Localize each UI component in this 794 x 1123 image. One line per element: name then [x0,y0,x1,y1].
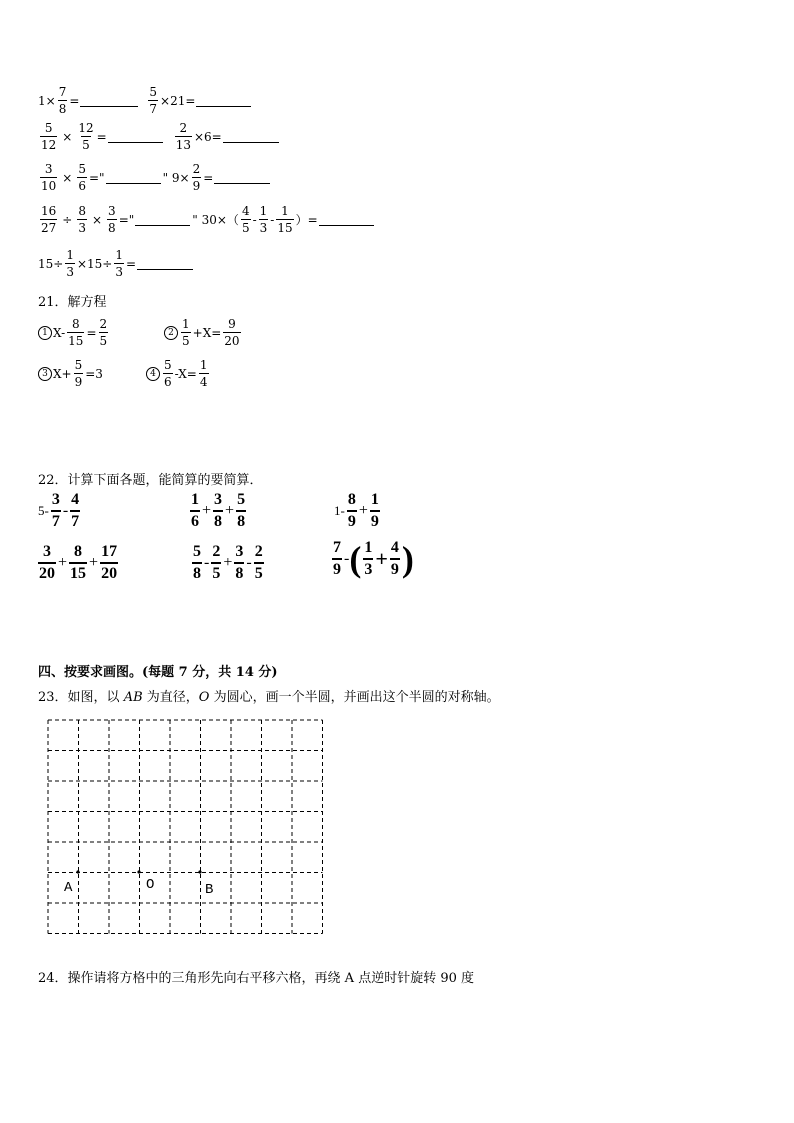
operator: + [58,554,68,571]
expr-text: ×15÷ [76,256,113,271]
fraction: $\frac{1}{9}$ [370,491,379,530]
calc-row-3 [38,163,270,192]
fraction: $\frac{1}{4}$ [199,358,208,389]
fraction: $\frac{5}{7}$ [149,85,158,116]
q23-text-part: 为直径， [142,690,199,705]
fraction: $\frac{7}{9}$ [333,539,341,578]
right-parenthesis: ) [401,539,414,579]
problem-2 [188,492,248,530]
fraction: $\frac{2}{13}$ [175,121,191,152]
question-23-text [38,686,500,705]
answer-blank[interactable] [80,94,138,107]
operator: + [223,554,233,571]
equation-3 [38,359,103,388]
problem-1 [38,492,82,530]
fraction: $\frac{1}{3}$ [115,248,123,279]
equals-sign: =" [118,212,135,227]
problem-5 [190,544,266,582]
fraction: $\frac{1}{3}$ [364,539,373,578]
expr-text: ×21= [160,93,196,108]
fraction: $\frac{1}{3}$ [66,248,74,279]
calc-row-1 [38,86,251,115]
fraction: $\frac{5}{8}$ [237,491,246,530]
fraction: $\frac{5}{6}$ [164,358,172,389]
fraction: $\frac{5}{6}$ [78,162,86,193]
fraction: $\frac{1}{3}$ [259,204,268,235]
calc-row-2 [38,122,279,151]
operator: + [375,546,388,571]
expr-text: 15÷ [38,256,64,271]
question-24-text: 24．操作请将方格中的三角形先向右平移六格，再绕 A 点逆时针旋转 90 度 [38,971,475,986]
problem-3 [334,492,382,530]
fraction: $\frac{3}{10}$ [41,162,57,193]
operator: - [344,550,350,567]
circled-number-2: 2 [164,326,178,340]
operator: - [246,554,252,571]
fraction: $\frac{8}{9}$ [347,491,356,530]
equals-sign: =" [88,170,105,185]
section-4-title: 四、按要求画图。(每题 7 分，共 14 分) [38,665,278,680]
equation-4 [146,359,211,388]
point-o [137,870,140,873]
answer-blank[interactable] [106,171,161,184]
expr-text: 1- [334,503,345,518]
grid-label-a: A [64,880,73,896]
answer-blank[interactable] [214,171,270,184]
operator: + [202,502,212,519]
calc-row-5 [38,249,193,278]
question-21-title: 21．解方程 [38,295,107,310]
fraction: $\frac{4}{9}$ [390,539,399,578]
expr-text: ）= [295,213,318,227]
fraction: $\frac{2}{5}$ [99,317,108,348]
answer-blank[interactable] [108,130,163,143]
answer-blank[interactable] [223,130,279,143]
fraction: $\frac{8}{15}$ [70,543,87,582]
equals-sign: = [69,93,80,108]
expr-text: -X= [174,366,197,381]
problem-6 [330,540,414,578]
equals-sign: = [96,129,107,144]
equals-sign: = [203,170,214,185]
fraction: $\frac{2}{5}$ [212,543,221,582]
expr-text: 5- [38,503,49,518]
operator: ÷ [62,212,73,227]
fraction: $\frac{3}{7}$ [51,491,60,530]
fraction: $\frac{4}{5}$ [241,204,250,235]
expr-text: +X= [192,325,222,340]
fraction: $\frac{5}{8}$ [193,543,201,582]
equals-sign: = [86,325,97,340]
q23-text-part: 为圆心，画一个半圆，并画出这个半圆的对称轴。 [209,690,500,705]
expr-text: ×6= [193,129,222,144]
fraction: $\frac{7}{8}$ [58,85,67,116]
fraction: $\frac{9}{20}$ [224,317,240,348]
dashed-grid [46,718,326,938]
operator: - [62,502,69,519]
expr-text: =3 [85,366,103,381]
operator: + [225,502,235,519]
fraction: $\frac{5}{12}$ [41,121,57,152]
answer-blank[interactable] [196,94,251,107]
operator: + [89,554,99,571]
operator: × [91,212,103,227]
center-o-label: O [198,690,210,705]
circled-number-1: 1 [38,326,52,340]
fraction: $\frac{3}{20}$ [39,543,55,582]
segment-ab-label: AB [123,690,143,705]
fraction: $\frac{3}{8}$ [235,543,244,582]
fraction: $\frac{3}{8}$ [214,491,223,530]
calc-row-4 [38,205,374,234]
expr-text: X- [53,325,66,340]
left-parenthesis: ( [349,539,362,579]
fraction: $\frac{8}{15}$ [68,317,84,348]
q23-text-part: 23．如图，以 [38,690,124,705]
operator: - [204,554,210,571]
problem-4 [36,544,120,582]
operator: - [252,212,257,227]
circled-number-3: 3 [38,367,52,381]
fraction: $\frac{1}{5}$ [182,317,190,348]
fraction: $\frac{2}{9}$ [192,162,201,193]
fraction: $\frac{3}{8}$ [108,204,116,235]
grid-label-o: O [146,877,155,893]
fraction: $\frac{8}{3}$ [78,204,86,235]
fraction: $\frac{2}{5}$ [254,543,263,582]
equals-sign: = [126,256,137,271]
expr-text: 1× [38,93,56,108]
operator: - [270,212,275,227]
fraction: $\frac{4}{7}$ [71,491,80,530]
expr-text: " 9× [162,170,190,185]
fraction: $\frac{16}{27}$ [41,204,57,235]
answer-blank[interactable] [137,257,193,270]
fraction: $\frac{1}{15}$ [277,204,293,235]
equation-2 [164,318,243,347]
operator: × [62,170,73,185]
answer-blank[interactable] [135,213,190,226]
fraction: $\frac{17}{20}$ [101,543,118,582]
question-22-title: 22．计算下面各题，能简算的要简算． [38,473,263,488]
point-b [198,870,201,873]
expr-text: " 30×（ [192,213,239,227]
grid-label-b: B [205,882,214,898]
operator: + [358,502,368,519]
fraction: $\frac{12}{5}$ [78,121,94,152]
point-a [76,870,79,873]
answer-blank[interactable] [319,213,374,226]
equation-1 [38,318,110,347]
circled-number-4: 4 [146,367,160,381]
operator: × [62,129,73,144]
fraction: $\frac{5}{9}$ [74,358,83,389]
fraction: $\frac{1}{6}$ [191,491,199,530]
expr-text: X+ [53,366,72,381]
